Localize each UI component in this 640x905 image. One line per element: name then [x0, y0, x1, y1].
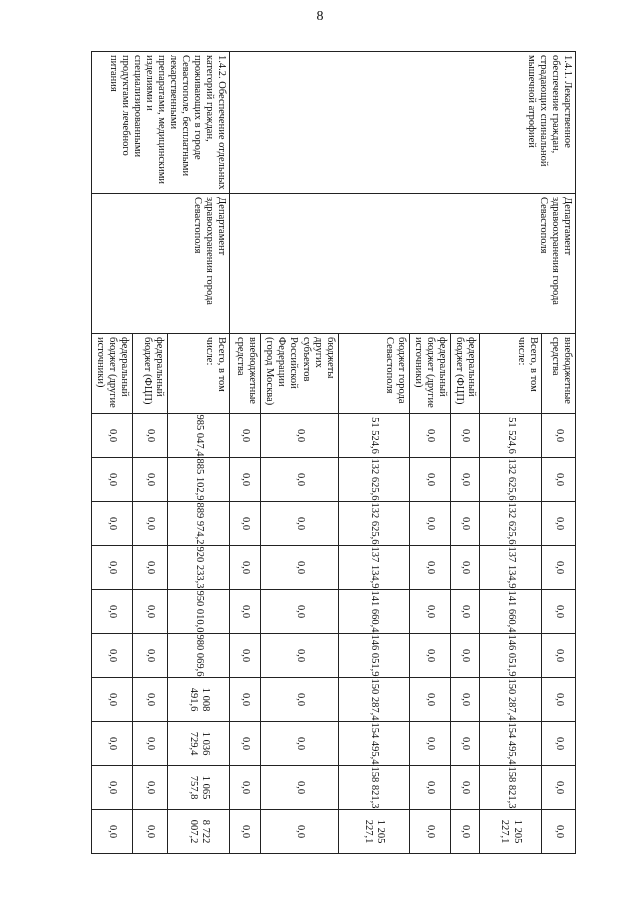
value-cell: 0,0: [92, 414, 133, 458]
value-cell: 0,0: [230, 678, 261, 722]
value-cell: 0,0: [450, 590, 479, 634]
value-cell: 0,0: [542, 810, 576, 854]
rotated-table-frame: [95, 51, 576, 853]
value-cell: 0,0: [230, 634, 261, 678]
value-cell: 0,0: [450, 546, 479, 590]
value-cell: 0,0: [542, 414, 576, 458]
value-cell: 0,0: [261, 634, 338, 678]
value-cell: 154 495,4: [338, 722, 409, 766]
value-cell: 132 625,6: [338, 458, 409, 502]
value-cell: 1 036 729,4: [168, 722, 230, 766]
value-cell: 0,0: [133, 502, 168, 546]
value-cell: 0,0: [230, 766, 261, 810]
value-cell: 158 821,3: [338, 766, 409, 810]
value-cell: 1 205 227,1: [338, 810, 409, 854]
value-cell: 146 051,9: [480, 634, 542, 678]
value-cell: 0,0: [450, 634, 479, 678]
value-cell: 0,0: [133, 590, 168, 634]
value-cell: 0,0: [133, 458, 168, 502]
value-cell: 980 069,6: [168, 634, 230, 678]
source-cell: федеральный бюджет (ФЦП): [133, 334, 168, 414]
value-cell: 150 287,4: [480, 678, 542, 722]
value-cell: 889 974,2: [168, 502, 230, 546]
table-body: [92, 52, 576, 854]
program-cell: 1.4.1. Лекарственное обеспечение граждан, страдающих спинальной мышечной атрофией: [230, 52, 576, 194]
value-cell: 1 065 757,8: [168, 766, 230, 810]
value-cell: 0,0: [261, 546, 338, 590]
value-cell: 0,0: [92, 722, 133, 766]
source-cell: внебюджетные средства: [542, 334, 576, 414]
source-cell: Всего, в том числе:: [168, 334, 230, 414]
value-cell: 137 134,9: [480, 546, 542, 590]
value-cell: 154 495,4: [480, 722, 542, 766]
value-cell: 920 233,3: [168, 546, 230, 590]
value-cell: 0,0: [92, 458, 133, 502]
source-cell: бюджет города Севастополя: [338, 334, 409, 414]
value-cell: 0,0: [409, 678, 450, 722]
table-container: [95, 51, 576, 853]
source-cell: федеральный бюджет (другие источники): [92, 334, 133, 414]
value-cell: 0,0: [261, 722, 338, 766]
value-cell: 0,0: [542, 722, 576, 766]
value-cell: 0,0: [409, 766, 450, 810]
value-cell: 132 625,6: [480, 458, 542, 502]
value-cell: 1 205 227,1: [480, 810, 542, 854]
value-cell: 137 134,9: [338, 546, 409, 590]
table-row: [168, 52, 230, 854]
value-cell: 141 660,4: [338, 590, 409, 634]
value-cell: 132 625,6: [338, 502, 409, 546]
value-cell: 0,0: [542, 634, 576, 678]
value-cell: 0,0: [261, 810, 338, 854]
executor-cell: Департамент здравоохранения города Севастополя: [230, 194, 576, 334]
value-cell: 0,0: [450, 678, 479, 722]
value-cell: 0,0: [133, 414, 168, 458]
value-cell: 0,0: [542, 502, 576, 546]
value-cell: 0,0: [409, 722, 450, 766]
value-cell: 0,0: [409, 810, 450, 854]
source-cell: федеральный бюджет (другие источники): [409, 334, 450, 414]
value-cell: 0,0: [542, 458, 576, 502]
value-cell: 0,0: [230, 546, 261, 590]
source-cell: бюджеты других субъектов Российской Федерации (город Москва): [261, 334, 338, 414]
financing-table: [91, 51, 576, 854]
value-cell: 0,0: [230, 502, 261, 546]
value-cell: 0,0: [133, 722, 168, 766]
value-cell: 0,0: [230, 722, 261, 766]
value-cell: 0,0: [133, 678, 168, 722]
value-cell: 51 524,6: [338, 414, 409, 458]
value-cell: 0,0: [230, 810, 261, 854]
value-cell: 0,0: [409, 634, 450, 678]
value-cell: 0,0: [133, 546, 168, 590]
value-cell: 0,0: [92, 590, 133, 634]
value-cell: 885 102,9: [168, 458, 230, 502]
source-cell: внебюджетные средства: [230, 334, 261, 414]
value-cell: 0,0: [542, 766, 576, 810]
value-cell: 1 008 491,6: [168, 678, 230, 722]
value-cell: 0,0: [450, 810, 479, 854]
value-cell: 0,0: [92, 678, 133, 722]
value-cell: 0,0: [261, 766, 338, 810]
value-cell: 8 722 007,2: [168, 810, 230, 854]
value-cell: 0,0: [542, 590, 576, 634]
program-cell: 1.4.2. Обеспечение отдельных категорий граждан, проживающих в городе Севастополе, бесплатными лекарственными препаратами, медицинскими изделиями и специализированными продуктами лечебного питания: [92, 52, 230, 194]
value-cell: 0,0: [92, 810, 133, 854]
value-cell: 0,0: [92, 766, 133, 810]
value-cell: 0,0: [261, 458, 338, 502]
value-cell: 0,0: [450, 414, 479, 458]
value-cell: 0,0: [542, 546, 576, 590]
value-cell: 0,0: [409, 458, 450, 502]
value-cell: 0,0: [230, 458, 261, 502]
value-cell: 158 821,3: [480, 766, 542, 810]
value-cell: 0,0: [133, 766, 168, 810]
value-cell: 0,0: [133, 810, 168, 854]
value-cell: 141 660,4: [480, 590, 542, 634]
value-cell: 132 625,6: [480, 502, 542, 546]
value-cell: 0,0: [92, 634, 133, 678]
value-cell: 150 287,4: [338, 678, 409, 722]
value-cell: 0,0: [261, 590, 338, 634]
value-cell: 985 047,4: [168, 414, 230, 458]
value-cell: 950 010,0: [168, 590, 230, 634]
value-cell: 0,0: [230, 590, 261, 634]
value-cell: 0,0: [133, 634, 168, 678]
value-cell: 0,0: [450, 766, 479, 810]
source-cell: Всего, в том числе:: [480, 334, 542, 414]
value-cell: 0,0: [409, 546, 450, 590]
value-cell: 0,0: [92, 546, 133, 590]
table-row: [542, 52, 576, 854]
page-number: 8: [316, 9, 324, 24]
source-cell: федеральный бюджет (ФЦП): [450, 334, 479, 414]
value-cell: 0,0: [450, 502, 479, 546]
value-cell: 0,0: [450, 722, 479, 766]
value-cell: 146 051,9: [338, 634, 409, 678]
value-cell: 51 524,6: [480, 414, 542, 458]
value-cell: 0,0: [261, 502, 338, 546]
value-cell: 0,0: [261, 678, 338, 722]
value-cell: 0,0: [261, 414, 338, 458]
value-cell: 0,0: [230, 414, 261, 458]
executor-cell: Департамент здравоохранения города Севастополя: [92, 194, 230, 334]
value-cell: 0,0: [409, 414, 450, 458]
value-cell: 0,0: [92, 502, 133, 546]
value-cell: 0,0: [542, 678, 576, 722]
value-cell: 0,0: [409, 502, 450, 546]
value-cell: 0,0: [450, 458, 479, 502]
value-cell: 0,0: [409, 590, 450, 634]
